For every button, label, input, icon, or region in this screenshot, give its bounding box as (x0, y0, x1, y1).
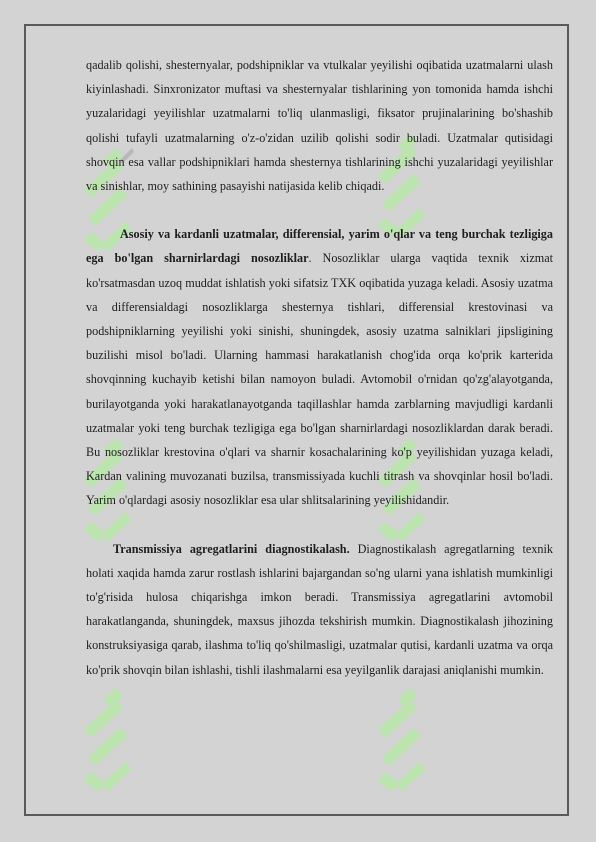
section-heading-diagnostics: Transmissiya agregatlarini diagnostikalash. (113, 541, 350, 556)
paragraph-gearbox-faults: qadalib qolishi, shesternyalar, podshipniklar va vtulkalar yeyilishi oqibatida uzatmalarni ulash kiyinlashadi. Sinxronizator muftasi va shesternyalar tishlarining yon tomonida hamda ishchi yuzalaridagi yeyilishlar uzatmalarni to'liq ulanmasligi, fiksator prujinalarining bo'shashib qolishi tufayli uzatmalarning o'z-o'zidan uzilib qolishi sodir buladi. Uzatmalar qutisidagi shovqin esa vallar podshipniklari hamda shesternya tishlarining ishchi yuzalaridagi yeyilishlar va sinishlar, moy sathining pasayishi natijasida kelib chiqadi. (86, 58, 553, 194)
paragraph-spacer (86, 198, 553, 222)
paragraph-driveline-text: . Nosozliklar ularga vaqtida texnik xizmat ko'rsatmasdan uzoq muddat ishlatish yoki sifatsiz TXK oqibatida yuzaga keladi. Asosiy uzatma va differensialdagi nosozliklarga shesternya tishlari, differensial krestovinasi va podshipniklarning yeyilishi yoki sinishi, shuningdek, asosiy uzatma salniklari jipsligining buzilishi misol bo'ladi. Ularning hammasi harakatlanish chog'ida orqa ko'prik karterida shovqinning kuchayib ketishi bilan namoyon buladi. Avtomobil o'rnidan qo'zg'alayotganda, burilayotganda yoki harakatlanayotganda taqillashlar hamda zarblarning mavjudligi kardanli uzatmalar yoki teng burchak tezligiga ega bo'lgan sharnirlardagi nosozliklardan darak beradi. Bu nosozliklar krestovina o'qlari va sharnir kosachalarining ko'p yeyilishidan yuzaga keladi, Kardan valining muvozanati buzilsa, transmissiyada kuchli titrash va shovqinlar hosil bo'ladi. Yarim o'qlardagi asosiy nosozliklar esa ular shlitsalarining yeyilishidandir. (86, 251, 553, 508)
document-body (86, 53, 553, 682)
watermark-leaf-icon (370, 680, 430, 820)
paragraph-spacer (86, 513, 553, 537)
paragraph-transmission-diagnostics (86, 537, 553, 682)
paragraph-driveline-faults (86, 222, 553, 512)
section-heading-driveline: Asosiy va kardanli uzatmalar, differensial, yarim o'qlar va teng burchak tezligiga ega bo'lgan sharnirlardagi nosozliklar (86, 227, 553, 266)
watermark-leaf-icon (76, 680, 136, 820)
paragraph-diagnostics-text: Diagnostikalash agregatlarning texnik holati xaqida hamda zarur rostlash ishlarini bajargandan so'ng ularni yana ishlatish mumkinligi to'g'risida hulosa chiqarishga imkon beradi. Transmissiya agregatlarini avtomobil harakatlanganda, shuningdek, maxsus jihozda tekshirish mumkin. Diagnostikalash jihozining konstruksiyasiga qarab, ilashma to'liq qo'shilmasligi, uzatmalar qutisi, kardanli uzatma va orqa ko'prik shovqin bilan ishlashi, tishli ilashmalarni esa yeyilganlik darajasi aniqlanishi mumkin. (86, 541, 553, 677)
